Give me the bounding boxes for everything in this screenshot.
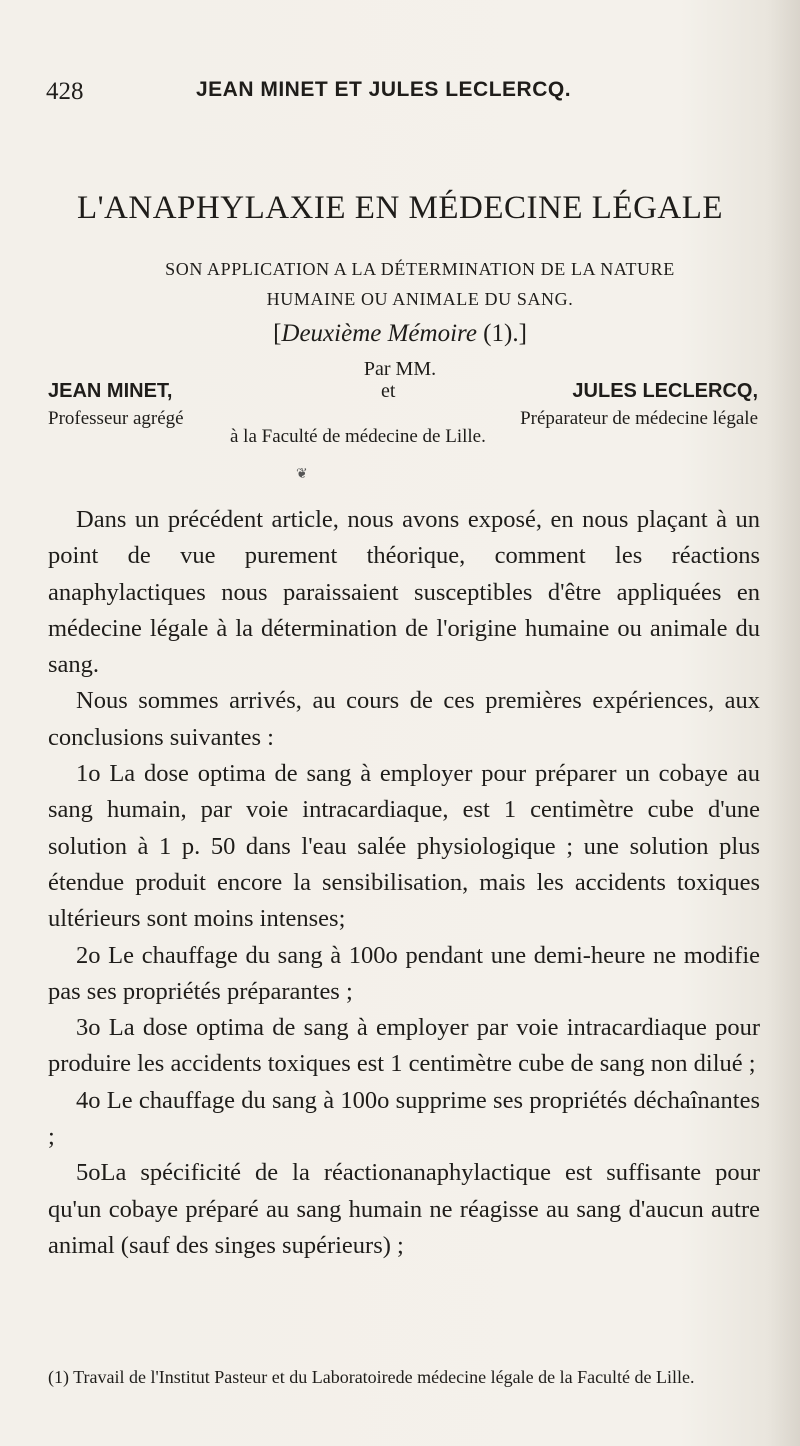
- article-subtitle: [70, 254, 770, 314]
- memoire-close: (1).]: [476, 320, 527, 347]
- conclusion-item: 1o La dose optima de sang à employer pour préparer un cobaye au sang humain, par voie intracardiaque, est 1 centimètre cube d'une solution à 1 p. 50 dans l'eau salée physiologique ; une solution plus étendue produit encore la sensibilisation, mais les accidents toxiques ultérieurs sont moins intenses;: [48, 760, 760, 933]
- article-body: [48, 502, 760, 1264]
- author-name-minet: JEAN MINET,: [48, 380, 173, 402]
- author-name-leclercq: JULES LECLERCQ,: [572, 380, 758, 402]
- conclusion-item: 5oLa spécificité de la réactionanaphylactique est suffisante pour qu'un cobaye préparé au sang humain ne réagisse au sang d'aucun autre animal (sauf des singes supérieurs) ;: [48, 1159, 760, 1259]
- authors-block: [48, 380, 758, 460]
- author-role-minet: Professeur agrégé: [48, 408, 184, 429]
- author-affiliation: à la Faculté de médecine de Lille.: [230, 426, 486, 447]
- author-conjunction: et: [381, 380, 396, 402]
- running-head: JEAN MINET ET JULES LECLERCQ.: [196, 78, 572, 101]
- conclusion-item: 3o La dose optima de sang à employer par voie intracardiaque pour produire les accidents toxiques est 1 centimètre cube de sang non dilué ;: [48, 1014, 760, 1078]
- conclusion-item: 2o Le chauffage du sang à 100o pendant une demi-heure ne modifie pas ses propriétés préparantes ;: [48, 941, 760, 1005]
- author-role-leclercq: Préparateur de médecine légale: [520, 408, 758, 429]
- ornament-icon: ❦: [296, 467, 308, 482]
- subtitle-line-2: HUMAINE OU ANIMALE DU SANG.: [266, 289, 574, 309]
- article-title: L'ANAPHYLAXIE EN MÉDECINE LÉGALE: [76, 190, 724, 226]
- body-paragraph: Nous sommes arrivés, au cours de ces premières expériences, aux conclusions suivantes :: [48, 687, 760, 751]
- memoire-open: [: [273, 320, 282, 347]
- subtitle-line-1: SON APPLICATION A LA DÉTERMINATION DE LA NATURE: [165, 259, 675, 279]
- page-number: 428: [46, 78, 84, 105]
- par-mm: Par MM.: [363, 358, 437, 380]
- memoire-label: [0, 320, 800, 348]
- memoire-italic: Deuxième Mémoire: [281, 320, 477, 347]
- footnote: (1) Travail de l'Institut Pasteur et du Laboratoirede médecine légale de la Faculté de Lille.: [48, 1367, 695, 1387]
- body-paragraph: Dans un précédent article, nous avons exposé, en nous plaçant à un point de vue purement théorique, comment les réactions anaphylactiques nous paraissaient susceptibles d'être appliquées en médecine légale à la détermination de l'origine humaine ou animale du sang.: [48, 506, 760, 679]
- conclusion-item: 4o Le chauffage du sang à 100o supprime ses propriétés déchaînantes ;: [48, 1086, 760, 1151]
- page-header: [46, 70, 766, 106]
